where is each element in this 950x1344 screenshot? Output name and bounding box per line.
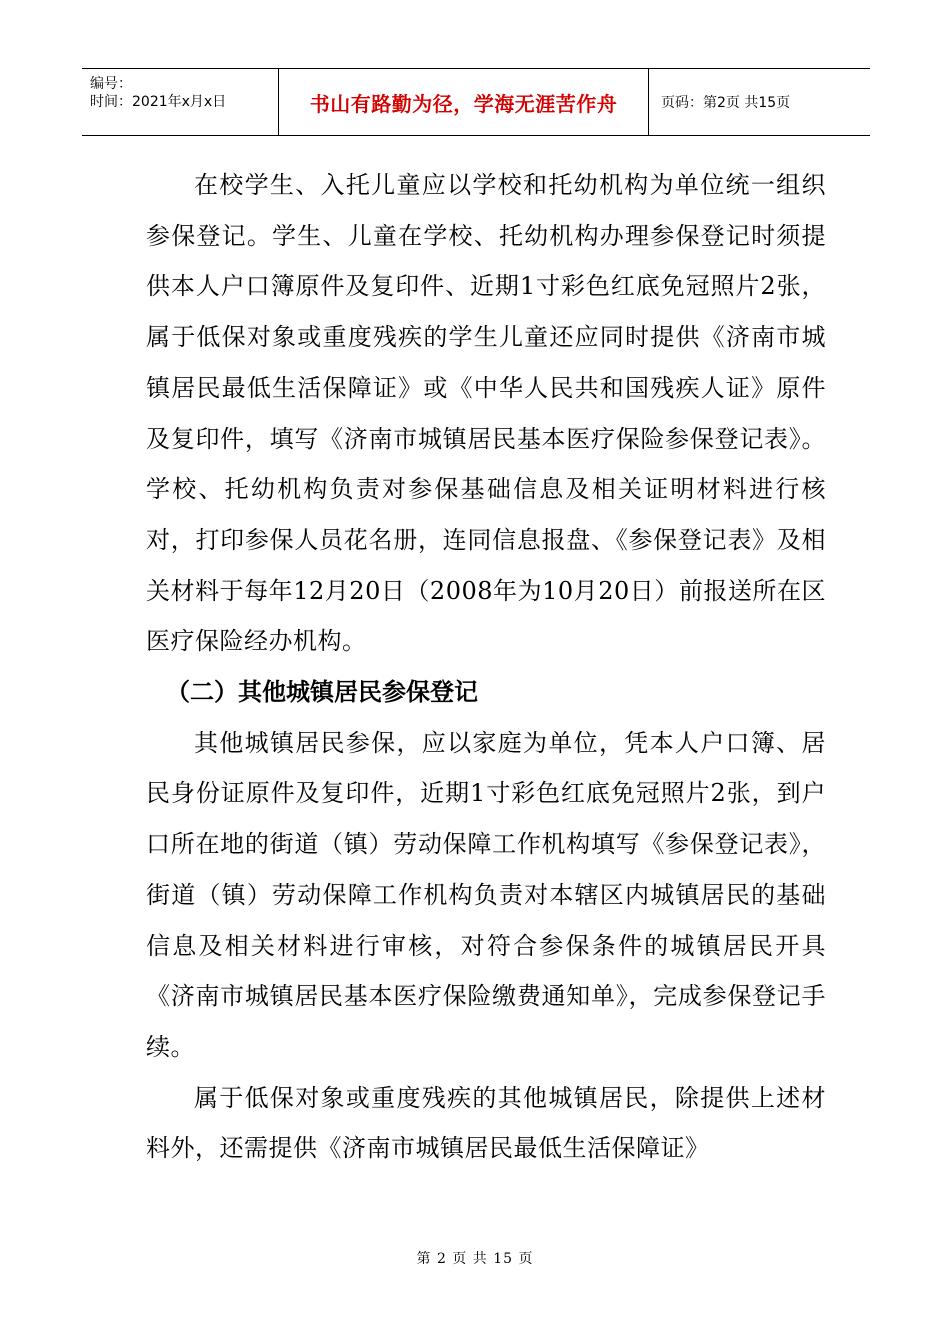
document-number-label: 编号： [90,76,132,92]
document-body [146,160,826,1174]
paragraph-low-income: 属于低保对象或重度残疾的其他城镇居民，除提供上述材料外，还需提供《济南市城镇居民最低生活保障证》 [146,1083,826,1163]
header-page-info: 页码：第2页 共15页 [661,95,791,111]
page-footer: 第 2 页 共 15 页 [416,1251,534,1267]
paragraph-other-residents: 其他城镇居民参保，应以家庭为单位，凭本人户口簿、居民身份证原件及复印件，近期1寸彩色红底免冠照片2张，到户口所在地的街道（镇）劳动保障工作机构填写《参保登记表》，街道（镇）劳动保障工作机构负责对本辖区内城镇居民的基础信息及相关材料进行审核，对符合参保条件的城镇居民开具《济南市城镇居民基本医疗保险缴费通知单》，完成参保登记手续。 [146,728,826,1061]
section-heading-other-residents: （二）其他城镇居民参保登记 [166,678,478,707]
page-header [82,68,870,136]
document-time-label: 时间：2021年x月x日 [90,94,227,110]
header-motto: 书山有路勤为径，学海无涯苦作舟 [279,69,649,135]
header-meta-cell [82,69,279,135]
paragraph-student-registration: 在校学生、入托儿童应以学校和托幼机构为单位统一组织参保登记。学生、儿童在学校、托幼机构办理参保登记时须提供本人户口簿原件及复印件、近期1寸彩色红底免冠照片2张，属于低保对象或重度残疾的学生儿童还应同时提供《济南市城镇居民最低生活保障证》或《中华人民共和国残疾人证》原件及复印件，填写《济南市城镇居民基本医疗保险参保登记表》。学校、托幼机构负责对参保基础信息及相关证明材料进行核对，打印参保人员花名册，连同信息报盘、《参保登记表》及相关材料于每年12月20日（2008年为10月20日）前报送所在区医疗保险经办机构。 [146,171,826,656]
